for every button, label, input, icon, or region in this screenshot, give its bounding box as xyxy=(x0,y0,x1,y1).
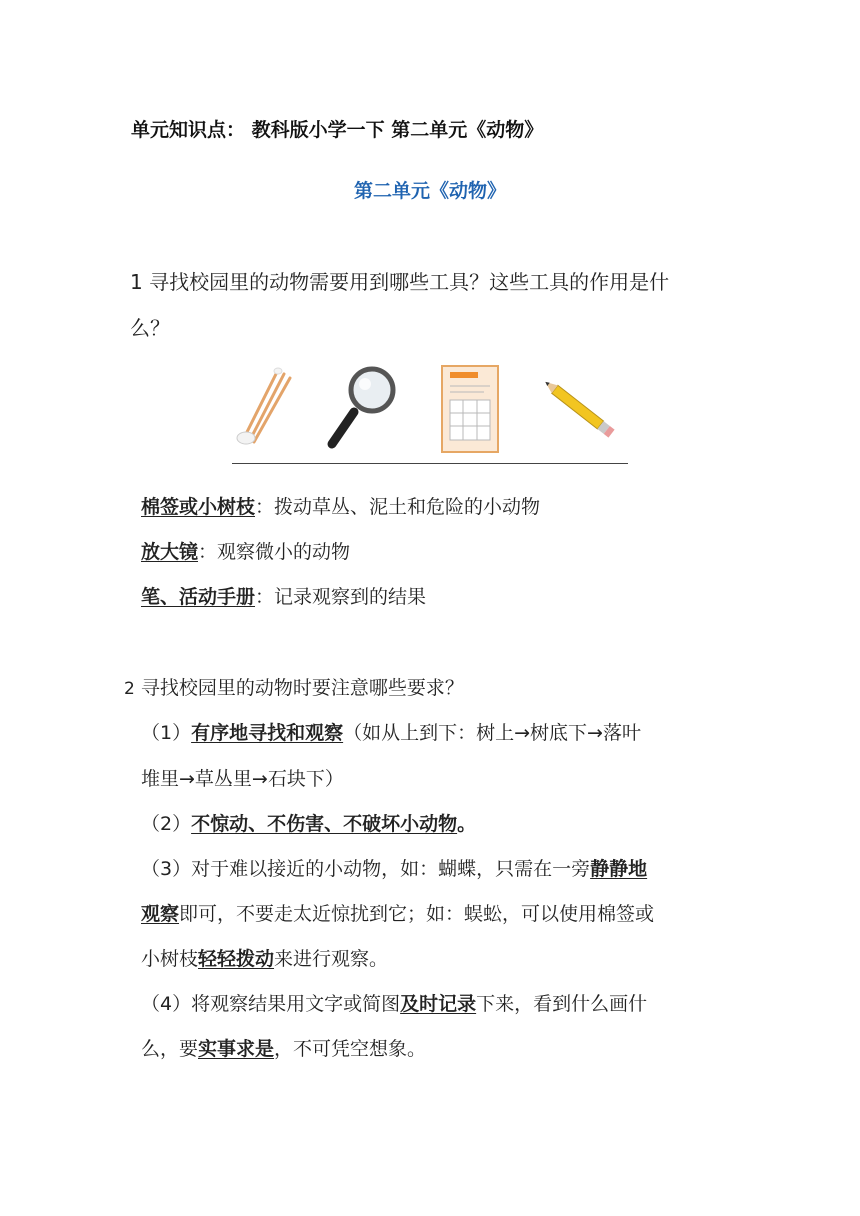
question-2-heading xyxy=(124,673,464,700)
tools-illustration xyxy=(232,362,628,464)
tool-item xyxy=(141,582,426,609)
key-phrase: 及时记录 xyxy=(400,993,477,1015)
item-index: （1） xyxy=(141,722,192,744)
section-header: 单元知识点： 教科版小学一下 第二单元《动物》 xyxy=(131,119,544,141)
key-phrase: 观察 xyxy=(141,903,180,925)
item-text: 下来，看到什么画什 xyxy=(476,993,648,1015)
item-text: 小树枝 xyxy=(141,948,199,970)
tool-description: ：拨动草丛、泥土和危险的小动物 xyxy=(255,496,541,518)
tools-divider xyxy=(232,463,628,464)
item-text: 即可，不要走太近惊扰到它；如：蜈蚣，可以使用棉签或 xyxy=(179,903,655,925)
tool-item xyxy=(141,492,540,519)
requirement-4-line-2 xyxy=(141,1034,426,1061)
question-number: 2 xyxy=(124,679,135,699)
page-title: 第二单元《动物》 xyxy=(353,180,506,202)
question-1-line-2: 么？ xyxy=(130,316,170,340)
item-text: 来进行观察。 xyxy=(274,948,389,970)
item-index: （4） xyxy=(141,993,192,1015)
question-text: 寻找校园里的动物时要注意哪些要求？ xyxy=(140,677,464,699)
tool-description: ：观察微小的动物 xyxy=(198,541,351,563)
cotton-swab-image xyxy=(232,362,298,456)
item-text: 么，要 xyxy=(141,1038,199,1060)
item-text: （如从上到下：树上→树底下→落叶 xyxy=(343,722,641,744)
requirement-3-line-2 xyxy=(141,899,654,926)
key-phrase: 实事求是 xyxy=(198,1038,275,1060)
requirement-4-line-1 xyxy=(141,989,647,1016)
pencil-image xyxy=(532,362,628,456)
key-phrase: 不惊动、不伤害、不破坏小动物 xyxy=(191,813,458,835)
activity-handbook-image xyxy=(438,362,502,456)
magnifying-glass-image xyxy=(322,362,402,456)
item-text: 。 xyxy=(457,813,477,835)
item-index: （2） xyxy=(141,813,192,835)
item-index: （3） xyxy=(141,858,192,880)
requirement-3-line-3 xyxy=(141,944,388,971)
key-phrase: 轻轻拨动 xyxy=(198,948,275,970)
key-phrase: 有序地寻找和观察 xyxy=(191,722,344,744)
tool-name: 棉签或小树枝 xyxy=(141,496,256,518)
requirement-1-line-2: 堆里→草丛里→石块下） xyxy=(141,768,344,790)
requirement-1-line-1 xyxy=(141,718,641,745)
tool-name: 笔、活动手册 xyxy=(141,586,256,608)
tool-item xyxy=(141,537,350,564)
tool-name: 放大镜 xyxy=(141,541,199,563)
item-text: 对于难以接近的小动物，如：蝴蝶，只需在一旁 xyxy=(191,858,591,880)
key-phrase: 静静地 xyxy=(590,858,648,880)
requirement-2 xyxy=(141,809,476,836)
item-text: 将观察结果用文字或简图 xyxy=(191,993,401,1015)
tool-description: ：记录观察到的结果 xyxy=(255,586,427,608)
question-1-line-1: 1 寻找校园里的动物需要用到哪些工具？这些工具的作用是什 xyxy=(130,270,670,294)
item-text: ，不可凭空想象。 xyxy=(274,1038,427,1060)
requirement-3-line-1 xyxy=(141,854,647,881)
